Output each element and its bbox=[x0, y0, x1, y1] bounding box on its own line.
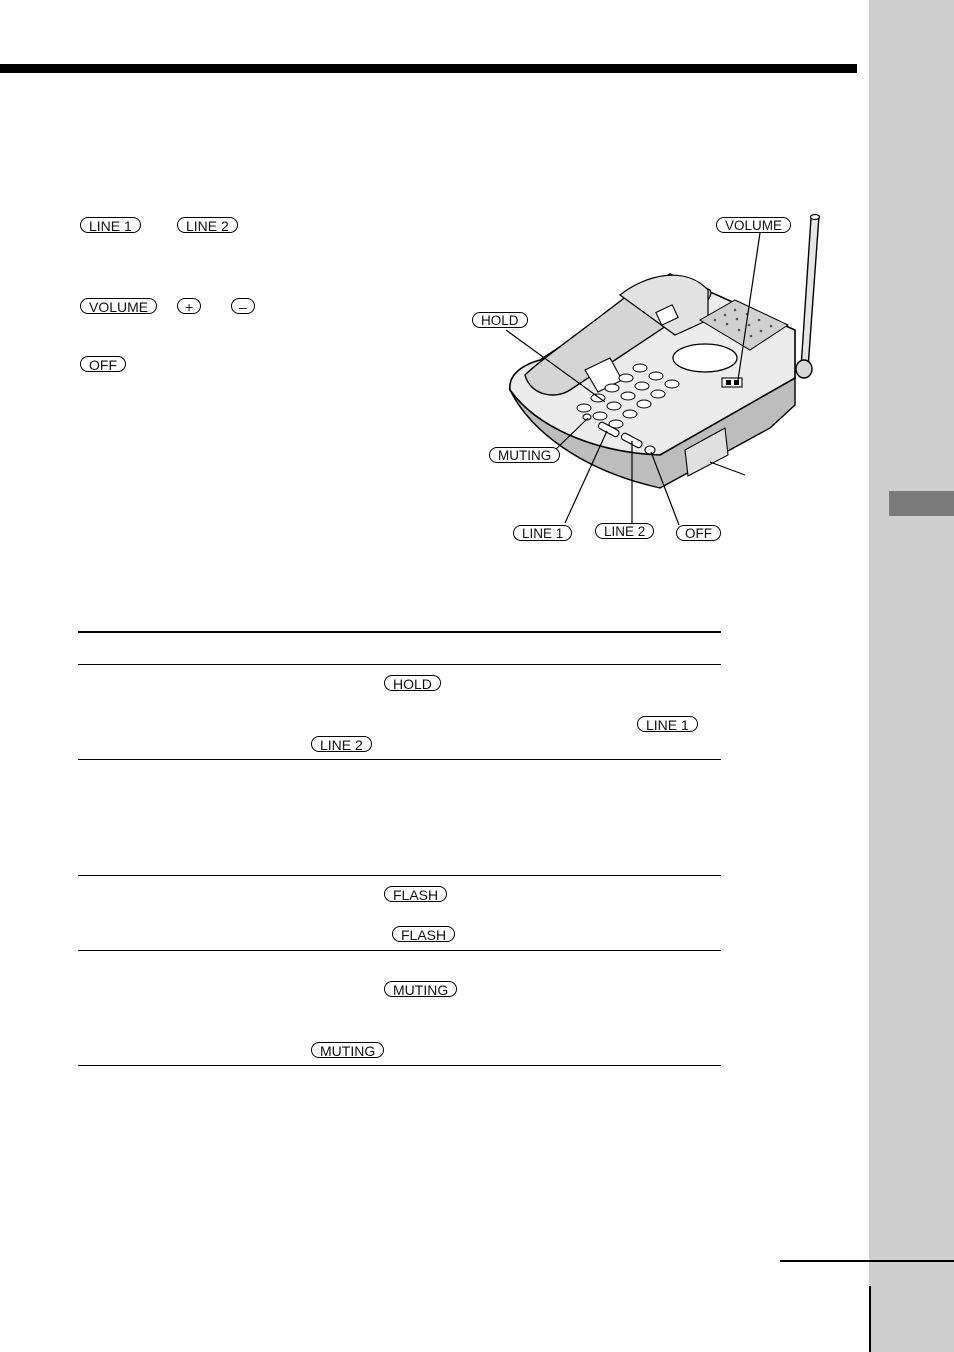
table-key-flash: FLASH bbox=[384, 886, 447, 902]
table-key-hold: HOLD bbox=[384, 675, 441, 691]
key-plus-label: + bbox=[177, 298, 201, 314]
callout-off: OFF bbox=[676, 525, 721, 541]
table-row-rule bbox=[78, 950, 721, 951]
key-off-label: OFF bbox=[80, 356, 126, 372]
table-key-flash-2: FLASH bbox=[392, 926, 455, 942]
key-line2-label: LINE 2 bbox=[177, 217, 238, 233]
section-tab-marker bbox=[889, 491, 954, 516]
callout-hold: HOLD bbox=[472, 312, 528, 328]
table-bottom-rule bbox=[78, 1065, 721, 1066]
table-key-line1: LINE 1 bbox=[637, 716, 698, 732]
table-row-rule bbox=[78, 875, 721, 876]
footer-rule bbox=[780, 1260, 954, 1262]
footer-corner-rule bbox=[869, 1286, 871, 1352]
base-unit-illustration bbox=[470, 200, 830, 545]
key-volume-label: VOLUME bbox=[80, 298, 157, 314]
table-key-muting: MUTING bbox=[384, 981, 457, 997]
side-margin bbox=[869, 0, 954, 1352]
callout-line1: LINE 1 bbox=[513, 525, 572, 541]
key-line1-label: LINE 1 bbox=[80, 217, 141, 233]
table-row-rule bbox=[78, 759, 721, 760]
table-key-muting-2: MUTING bbox=[311, 1042, 384, 1058]
callout-volume: VOLUME bbox=[716, 217, 791, 233]
callout-line2: LINE 2 bbox=[595, 523, 654, 539]
key-minus-label: – bbox=[231, 298, 255, 314]
header-rule bbox=[0, 64, 857, 73]
table-key-line2: LINE 2 bbox=[311, 736, 372, 752]
callout-muting: MUTING bbox=[489, 447, 560, 463]
table-top-rule bbox=[78, 631, 721, 633]
table-header-rule bbox=[78, 664, 721, 665]
